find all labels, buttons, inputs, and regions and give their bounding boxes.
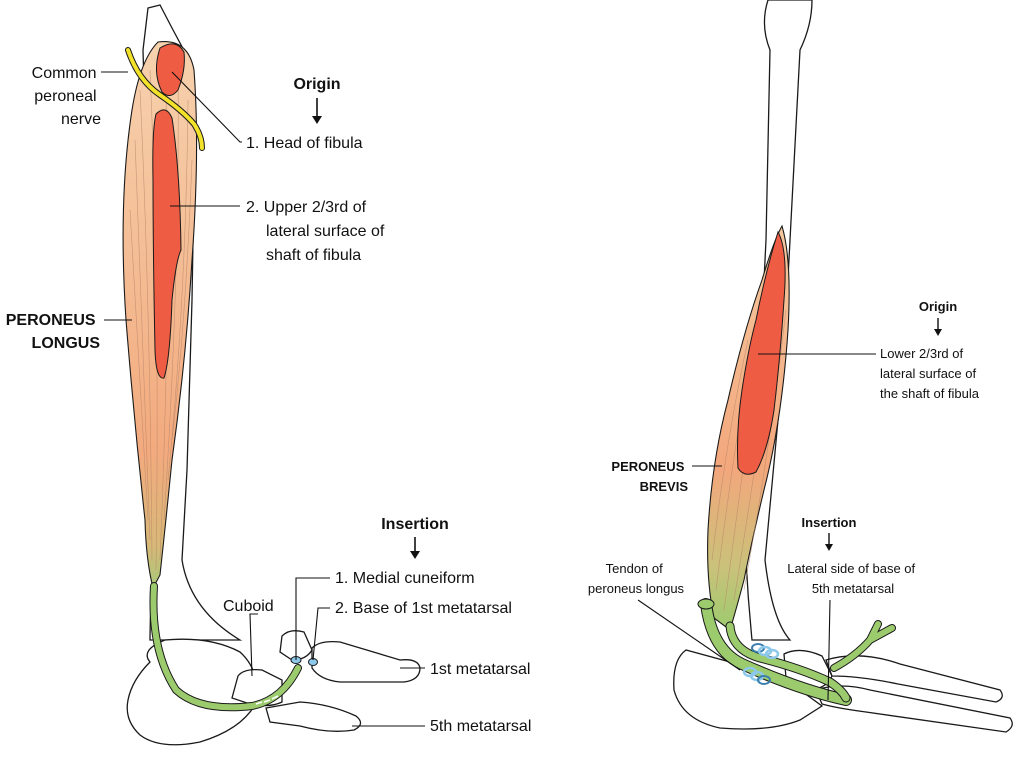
origin-item-head-of-fibula: 1. Head of fibula [246, 135, 363, 152]
right-panel-brevis [588, 0, 1012, 732]
left-origin-arrow [312, 98, 322, 124]
brevis-muscle-name: PERONEUS BREVIS [611, 459, 688, 494]
cuboid-label: Cuboid [223, 598, 274, 615]
right-origin-text: Lower 2/3rd of lateral surface of the shaft of fibula [880, 346, 980, 401]
right-insertion-arrow [825, 533, 833, 551]
right-origin-heading: Origin [918, 299, 958, 314]
right-origin-arrow [934, 318, 942, 336]
right-insertion-text: Lateral side of base of 5th metatarsal [787, 561, 916, 596]
insertion-item-medial-cuneiform: 1. Medial cuneiform [335, 570, 475, 587]
first-metatarsal-bone [312, 642, 420, 682]
right-insertion-heading: Insertion [801, 515, 857, 530]
left-insertion-arrow [410, 537, 420, 559]
tendon-longus-label: Tendon of peroneus longus [587, 561, 685, 596]
left-origin-heading: Origin [293, 76, 341, 93]
longus-muscle-name: PERONEUS LONGUS [5, 312, 100, 352]
first-metatarsal-label: 1st metatarsal [430, 661, 531, 678]
fifth-metatarsal-label: 5th metatarsal [430, 718, 532, 735]
left-insertion-heading: Insertion [381, 516, 449, 533]
origin-item-upper-shaft: 2. Upper 2/3rd of lateral surface of shaft of fibula [246, 199, 385, 264]
fifth-metatarsal-bone [266, 702, 361, 731]
nerve-label: Common peroneal nerve [31, 65, 101, 128]
left-panel-longus [6, 5, 532, 745]
insertion-item-first-metatarsal: 2. Base of 1st metatarsal [335, 600, 512, 617]
